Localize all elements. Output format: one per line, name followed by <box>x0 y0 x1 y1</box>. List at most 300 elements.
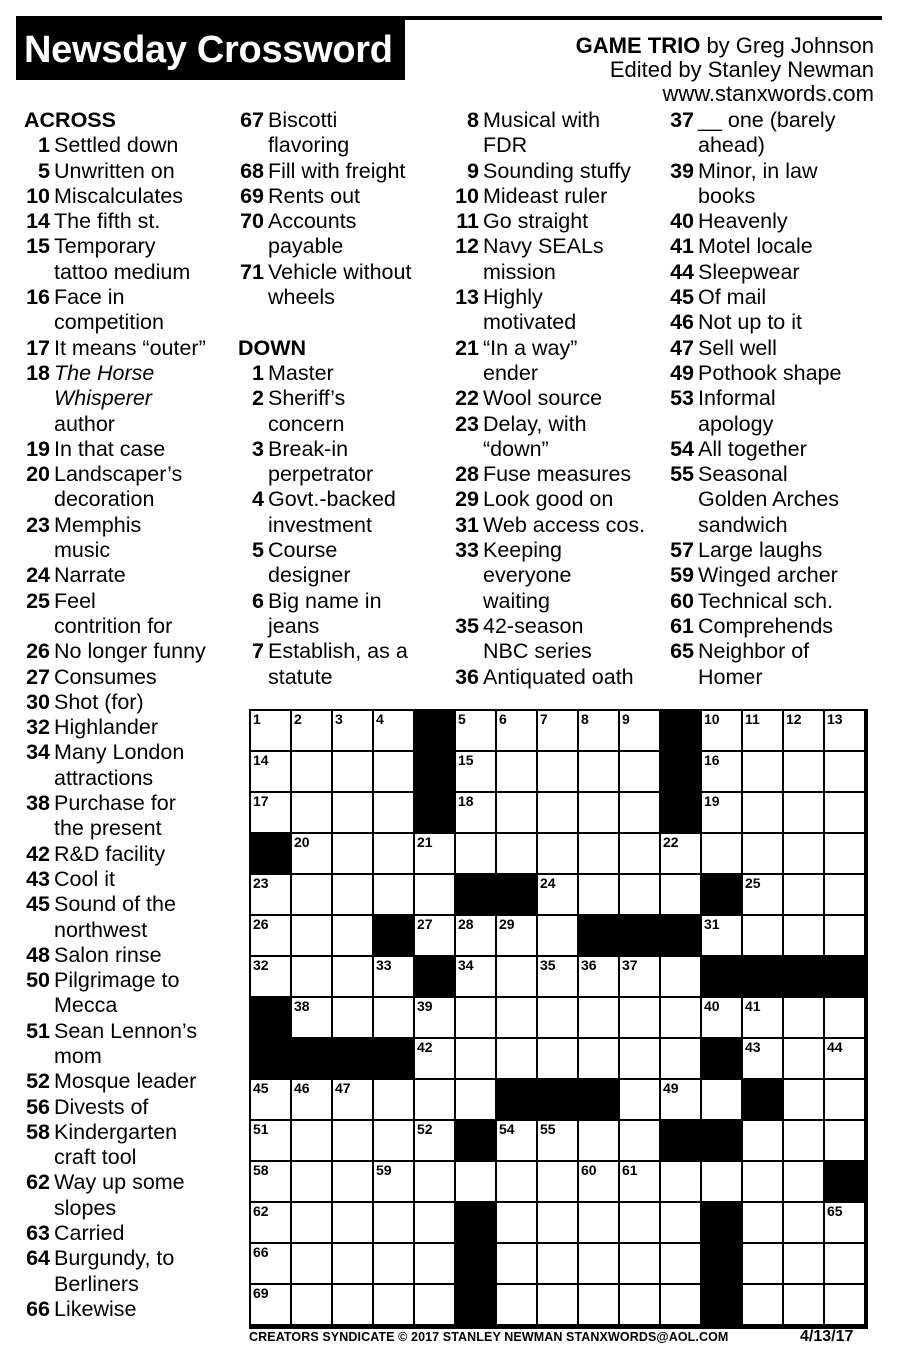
grid-cell[interactable] <box>620 875 659 914</box>
grid-cell[interactable] <box>497 1039 536 1078</box>
grid-cell[interactable] <box>333 875 372 914</box>
grid-cell[interactable] <box>579 1244 618 1283</box>
grid-cell[interactable] <box>825 1080 864 1119</box>
clue-item[interactable] <box>453 108 663 159</box>
grid-cell[interactable] <box>702 793 741 832</box>
clue-item[interactable] <box>668 614 883 639</box>
clue-line: Way up some <box>54 1170 185 1195</box>
grid-cell[interactable] <box>415 1121 454 1160</box>
grid-cell[interactable] <box>497 752 536 791</box>
cell-number: 46 <box>294 1080 310 1096</box>
grid-cell[interactable] <box>333 957 372 996</box>
grid-cell[interactable] <box>743 916 782 955</box>
cell-number: 14 <box>253 752 269 768</box>
clue-item[interactable] <box>668 159 883 210</box>
clue-item[interactable] <box>24 639 229 664</box>
grid-cell[interactable] <box>497 1162 536 1201</box>
grid-cell[interactable] <box>661 875 700 914</box>
grid-cell[interactable] <box>292 957 331 996</box>
grid-cell[interactable] <box>538 1203 577 1242</box>
clue-item[interactable] <box>24 1246 229 1297</box>
grid-cell[interactable] <box>292 1121 331 1160</box>
grid-cell[interactable] <box>825 1285 864 1324</box>
grid-cell[interactable] <box>661 998 700 1037</box>
cell-number: 32 <box>253 957 269 973</box>
clue-item[interactable] <box>453 184 663 209</box>
black-square <box>661 752 702 793</box>
grid-cell[interactable] <box>743 998 782 1037</box>
grid-cell[interactable] <box>251 875 290 914</box>
grid-cell[interactable] <box>538 1039 577 1078</box>
grid-cell[interactable] <box>538 711 577 750</box>
grid-cell[interactable] <box>374 752 413 791</box>
grid-cell[interactable] <box>579 1121 618 1160</box>
clue-item[interactable] <box>24 563 229 588</box>
clue-item[interactable] <box>668 260 883 285</box>
clue-item[interactable] <box>453 462 663 487</box>
clue-item[interactable] <box>668 589 883 614</box>
cell-number: 55 <box>540 1121 556 1137</box>
grid-cell[interactable] <box>374 875 413 914</box>
clue-item[interactable] <box>24 159 229 184</box>
grid-cell[interactable] <box>497 998 536 1037</box>
grid-cell[interactable] <box>415 998 454 1037</box>
grid-cell[interactable] <box>702 998 741 1037</box>
black-square <box>456 1121 497 1162</box>
clue-item[interactable] <box>24 1170 229 1221</box>
clue-item[interactable] <box>238 184 448 209</box>
grid-cell[interactable] <box>538 998 577 1037</box>
clue-item[interactable] <box>24 690 229 715</box>
clue-item[interactable] <box>453 614 663 665</box>
grid-cell[interactable] <box>784 752 823 791</box>
grid-cell[interactable] <box>743 1244 782 1283</box>
grid-cell[interactable] <box>620 1285 659 1324</box>
grid-cell[interactable] <box>784 1203 823 1242</box>
grid-cell[interactable] <box>784 1080 823 1119</box>
clue-item[interactable] <box>24 715 229 740</box>
grid-cell[interactable] <box>333 1121 372 1160</box>
grid-cell[interactable] <box>292 916 331 955</box>
grid-cell[interactable] <box>292 752 331 791</box>
grid-cell[interactable] <box>251 1162 290 1201</box>
grid-cell[interactable] <box>825 711 864 750</box>
clue-item[interactable] <box>668 209 883 234</box>
grid-cell[interactable] <box>538 916 577 955</box>
clue-item[interactable] <box>668 108 883 159</box>
grid-cell[interactable] <box>292 1080 331 1119</box>
grid-cell[interactable] <box>497 1203 536 1242</box>
clue-item[interactable] <box>24 791 229 842</box>
clue-item[interactable] <box>453 234 663 285</box>
clue-text <box>268 437 448 488</box>
grid-cell[interactable] <box>702 1162 741 1201</box>
clue-item[interactable] <box>24 892 229 943</box>
grid-cell[interactable] <box>661 1162 700 1201</box>
black-square <box>251 834 292 875</box>
clue-item[interactable] <box>668 361 883 386</box>
clue-item[interactable] <box>238 209 448 260</box>
grid-cell[interactable] <box>333 1244 372 1283</box>
clue-item[interactable] <box>453 412 663 463</box>
clue-item[interactable] <box>668 285 883 310</box>
grid-cell[interactable] <box>743 834 782 873</box>
grid-cell[interactable] <box>415 1285 454 1324</box>
grid-cell[interactable] <box>825 916 864 955</box>
clue-line: Golden Arches <box>698 487 840 512</box>
clue-item[interactable] <box>668 639 883 690</box>
grid-cell[interactable] <box>620 957 659 996</box>
clue-text <box>483 336 663 387</box>
grid-cell[interactable] <box>784 916 823 955</box>
clue-line: tattoo medium <box>54 259 191 284</box>
grid-cell[interactable] <box>579 711 618 750</box>
grid-cell[interactable] <box>333 1285 372 1324</box>
clue-item[interactable] <box>453 513 663 538</box>
clue-text <box>698 260 883 285</box>
grid-cell[interactable] <box>538 752 577 791</box>
grid-cell[interactable] <box>702 834 741 873</box>
grid-cell[interactable] <box>620 998 659 1037</box>
clue-number: 3 <box>252 436 264 461</box>
grid-cell[interactable] <box>579 998 618 1037</box>
grid-cell[interactable] <box>456 998 495 1037</box>
grid-cell[interactable] <box>456 1039 495 1078</box>
clue-item[interactable] <box>238 260 448 311</box>
grid-cell[interactable] <box>661 957 700 996</box>
clue-item[interactable] <box>238 108 448 159</box>
grid-cell[interactable] <box>579 1162 618 1201</box>
clue-line: Fuse measures <box>483 462 632 487</box>
grid-cell[interactable] <box>825 1244 864 1283</box>
clue-item[interactable] <box>453 487 663 512</box>
grid-cell[interactable] <box>825 1039 864 1078</box>
grid-cell[interactable] <box>415 1080 454 1119</box>
grid-cell[interactable] <box>661 1244 700 1283</box>
clue-item[interactable] <box>238 487 448 538</box>
grid-cell[interactable] <box>538 1162 577 1201</box>
grid-cell[interactable] <box>292 711 331 750</box>
clue-line: the present <box>54 816 162 841</box>
grid-cell[interactable] <box>292 998 331 1037</box>
grid-cell[interactable] <box>538 1121 577 1160</box>
grid-cell[interactable] <box>784 1244 823 1283</box>
grid-cell[interactable] <box>579 957 618 996</box>
clue-item[interactable] <box>24 968 229 1019</box>
clue-item[interactable] <box>24 867 229 892</box>
grid-cell[interactable] <box>579 1203 618 1242</box>
grid-cell[interactable] <box>538 875 577 914</box>
clue-item[interactable] <box>24 133 229 158</box>
grid-cell[interactable] <box>292 1285 331 1324</box>
grid-cell[interactable] <box>743 1162 782 1201</box>
clue-item[interactable] <box>453 285 663 336</box>
grid-cell[interactable] <box>415 916 454 955</box>
grid-cell[interactable] <box>497 711 536 750</box>
grid-cell[interactable] <box>333 752 372 791</box>
grid-cell[interactable] <box>374 793 413 832</box>
grid-cell[interactable] <box>538 1244 577 1283</box>
clue-item[interactable] <box>24 285 229 336</box>
grid-cell[interactable] <box>251 957 290 996</box>
grid-cell[interactable] <box>538 957 577 996</box>
grid-cell[interactable] <box>497 1121 536 1160</box>
grid-cell[interactable] <box>333 711 372 750</box>
grid-cell[interactable] <box>620 1244 659 1283</box>
grid-cell[interactable] <box>825 793 864 832</box>
grid-cell[interactable] <box>661 834 700 873</box>
grid-cell[interactable] <box>784 875 823 914</box>
cell-number: 3 <box>335 711 343 727</box>
grid-cell[interactable] <box>620 834 659 873</box>
cell-number: 15 <box>458 752 474 768</box>
grid-cell[interactable] <box>743 1285 782 1324</box>
clue-item[interactable] <box>453 386 663 411</box>
clue-item[interactable] <box>238 159 448 184</box>
grid-cell[interactable] <box>456 1162 495 1201</box>
clue-line: 42-season <box>483 613 584 638</box>
grid-cell[interactable] <box>374 957 413 996</box>
grid-cell[interactable] <box>374 1121 413 1160</box>
clue-line: Informal <box>698 386 776 411</box>
grid-cell[interactable] <box>620 752 659 791</box>
grid-cell[interactable] <box>825 752 864 791</box>
clue-item[interactable] <box>668 386 883 437</box>
grid-cell[interactable] <box>415 1039 454 1078</box>
grid-cell[interactable] <box>784 1121 823 1160</box>
grid-cell[interactable] <box>497 957 536 996</box>
grid-cell[interactable] <box>743 1203 782 1242</box>
grid-cell[interactable] <box>456 1080 495 1119</box>
clue-item[interactable] <box>238 589 448 640</box>
clue-text <box>268 639 448 690</box>
grid-cell[interactable] <box>702 916 741 955</box>
grid-cell[interactable] <box>743 1039 782 1078</box>
grid-cell[interactable] <box>661 1285 700 1324</box>
grid-cell[interactable] <box>333 998 372 1037</box>
grid-cell[interactable] <box>825 875 864 914</box>
clue-item[interactable] <box>238 538 448 589</box>
clue-item[interactable] <box>24 361 229 437</box>
grid-cell[interactable] <box>456 834 495 873</box>
grid-cell[interactable] <box>579 875 618 914</box>
clue-item[interactable] <box>453 336 663 387</box>
grid-cell[interactable] <box>333 793 372 832</box>
grid-cell[interactable] <box>579 1285 618 1324</box>
clue-item[interactable] <box>453 159 663 184</box>
grid-cell[interactable] <box>251 793 290 832</box>
clue-item[interactable] <box>668 563 883 588</box>
grid-cell[interactable] <box>661 1203 700 1242</box>
grid-cell[interactable] <box>374 1244 413 1283</box>
clue-item[interactable] <box>24 1019 229 1070</box>
grid-cell[interactable] <box>825 998 864 1037</box>
grid-cell[interactable] <box>743 793 782 832</box>
clue-item[interactable] <box>238 437 448 488</box>
clue-item[interactable] <box>668 234 883 259</box>
grid-cell[interactable] <box>456 957 495 996</box>
grid-cell[interactable] <box>497 1285 536 1324</box>
cell-number: 23 <box>253 875 269 891</box>
grid-cell[interactable] <box>251 916 290 955</box>
clue-line: Cool it <box>54 866 115 891</box>
clue-text <box>698 538 883 563</box>
grid-cell[interactable] <box>374 1203 413 1242</box>
clue-item[interactable] <box>668 462 883 538</box>
grid-cell[interactable] <box>292 834 331 873</box>
clue-item[interactable] <box>24 209 229 234</box>
grid-cell[interactable] <box>374 711 413 750</box>
clue-item[interactable] <box>668 437 883 462</box>
clue-item[interactable] <box>24 234 229 285</box>
grid-cell[interactable] <box>333 1203 372 1242</box>
grid-cell[interactable] <box>579 793 618 832</box>
grid-cell[interactable] <box>497 834 536 873</box>
clue-item[interactable] <box>24 589 229 640</box>
clue-item[interactable] <box>24 740 229 791</box>
grid-cell[interactable] <box>702 711 741 750</box>
black-square <box>784 957 825 998</box>
grid-cell[interactable] <box>743 1121 782 1160</box>
clue-item[interactable] <box>24 1069 229 1094</box>
clue-item[interactable] <box>24 437 229 462</box>
clue-item[interactable] <box>453 209 663 234</box>
grid-cell[interactable] <box>456 711 495 750</box>
grid-cell[interactable] <box>579 752 618 791</box>
clue-item[interactable] <box>238 386 448 437</box>
grid-cell[interactable] <box>251 1080 290 1119</box>
clue-item[interactable] <box>24 1120 229 1171</box>
clue-item[interactable] <box>24 336 229 361</box>
grid-cell[interactable] <box>538 834 577 873</box>
grid-cell[interactable] <box>620 1162 659 1201</box>
clue-item[interactable] <box>668 538 883 563</box>
grid-cell[interactable] <box>497 916 536 955</box>
grid-cell[interactable] <box>374 998 413 1037</box>
clue-number: 46 <box>670 310 694 335</box>
grid-cell[interactable] <box>620 1039 659 1078</box>
grid-cell[interactable] <box>251 1203 290 1242</box>
clue-item[interactable] <box>238 361 448 386</box>
grid-cell[interactable] <box>251 752 290 791</box>
cell-number: 41 <box>745 998 761 1014</box>
grid-cell[interactable] <box>579 834 618 873</box>
clue-number: 70 <box>240 209 264 234</box>
grid-cell[interactable] <box>333 916 372 955</box>
grid-cell[interactable] <box>333 834 372 873</box>
clue-item[interactable] <box>24 184 229 209</box>
byline-website[interactable]: www.stanxwords.com <box>662 81 874 106</box>
grid-cell[interactable] <box>415 1162 454 1201</box>
grid-cell[interactable] <box>784 1285 823 1324</box>
clue-item[interactable] <box>668 336 883 361</box>
clue-item[interactable] <box>24 665 229 690</box>
grid-cell[interactable] <box>251 711 290 750</box>
grid-cell[interactable] <box>374 1080 413 1119</box>
clue-item[interactable] <box>24 943 229 968</box>
grid-cell[interactable] <box>497 1244 536 1283</box>
grid-cell[interactable] <box>784 1039 823 1078</box>
clue-item[interactable] <box>668 310 883 335</box>
grid-cell[interactable] <box>538 1285 577 1324</box>
grid-cell[interactable] <box>538 793 577 832</box>
grid-cell[interactable] <box>251 1285 290 1324</box>
grid-cell[interactable] <box>292 1162 331 1201</box>
grid-cell[interactable] <box>251 1121 290 1160</box>
clue-text <box>483 234 663 285</box>
grid-cell[interactable] <box>333 1162 372 1201</box>
grid-cell[interactable] <box>743 711 782 750</box>
grid-cell[interactable] <box>292 875 331 914</box>
grid-cell[interactable] <box>661 1039 700 1078</box>
grid-cell[interactable] <box>374 1162 413 1201</box>
grid-cell[interactable] <box>456 752 495 791</box>
grid-cell[interactable] <box>456 916 495 955</box>
grid-cell[interactable] <box>292 1244 331 1283</box>
grid-cell[interactable] <box>456 793 495 832</box>
black-square <box>497 1080 538 1121</box>
grid-cell[interactable] <box>743 875 782 914</box>
grid-cell[interactable] <box>702 1080 741 1119</box>
grid-cell[interactable] <box>333 1080 372 1119</box>
black-square <box>251 998 292 1039</box>
clue-text <box>54 159 229 184</box>
grid-cell[interactable] <box>620 1121 659 1160</box>
grid-cell[interactable] <box>251 1244 290 1283</box>
grid-cell[interactable] <box>661 1080 700 1119</box>
clue-line: Not up to it <box>698 310 802 335</box>
clue-line: The Horse <box>54 360 155 385</box>
clue-line: Sean Lennon’s <box>54 1018 198 1043</box>
clue-item[interactable] <box>24 462 229 513</box>
clue-item[interactable] <box>238 639 448 690</box>
grid-cell[interactable] <box>292 1203 331 1242</box>
clue-item[interactable] <box>453 665 663 690</box>
grid-cell[interactable] <box>620 1203 659 1242</box>
grid-cell[interactable] <box>620 711 659 750</box>
grid-cell[interactable] <box>374 834 413 873</box>
grid-cell[interactable] <box>620 793 659 832</box>
grid-cell[interactable] <box>825 834 864 873</box>
grid-cell[interactable] <box>415 1203 454 1242</box>
grid-cell[interactable] <box>415 875 454 914</box>
clue-item[interactable] <box>24 1095 229 1120</box>
grid-cell[interactable] <box>292 793 331 832</box>
grid-cell[interactable] <box>784 793 823 832</box>
grid-cell[interactable] <box>374 1285 413 1324</box>
grid-cell[interactable] <box>825 1203 864 1242</box>
clue-item[interactable] <box>24 1221 229 1246</box>
grid-cell[interactable] <box>415 1244 454 1283</box>
grid-cell[interactable] <box>702 752 741 791</box>
grid-cell[interactable] <box>784 1162 823 1201</box>
clue-number: 42 <box>26 841 50 866</box>
grid-cell[interactable] <box>784 998 823 1037</box>
clue-line: R&D facility <box>54 841 166 866</box>
clue-item[interactable] <box>453 538 663 614</box>
clue-item[interactable] <box>24 513 229 564</box>
grid-cell[interactable] <box>784 711 823 750</box>
grid-cell[interactable] <box>620 1080 659 1119</box>
clue-item[interactable] <box>24 842 229 867</box>
grid-cell[interactable] <box>784 834 823 873</box>
grid-cell[interactable] <box>825 1121 864 1160</box>
grid-cell[interactable] <box>579 1039 618 1078</box>
grid-cell[interactable] <box>743 752 782 791</box>
clue-item[interactable] <box>24 1297 229 1322</box>
grid-cell[interactable] <box>415 834 454 873</box>
grid-cell[interactable] <box>497 793 536 832</box>
